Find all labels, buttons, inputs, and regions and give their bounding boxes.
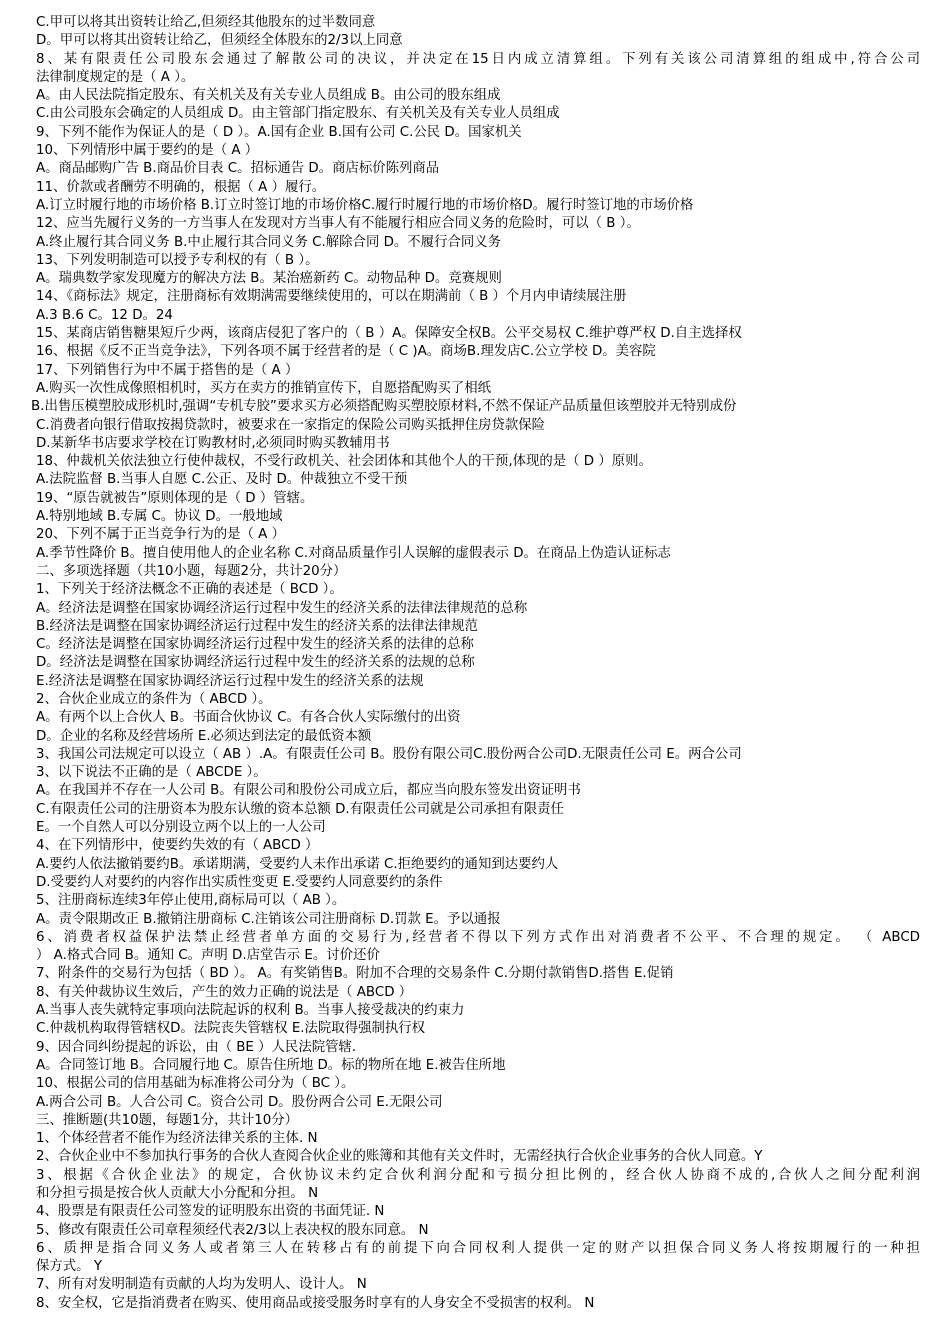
- document-page: [0, 14, 950, 1313]
- text-line: 10、下列情形中属于要约的是（ A ）: [36, 143, 259, 159]
- text-line: 7、所有对发明制造有贡献的人均为发明人、设计人。 N: [36, 1277, 367, 1293]
- text-line: A.订立时履行地的市场价格 B.订立时签订地的市场价格C.履行时履行地的市场价格D。履行时签订地的市场价格: [36, 197, 694, 213]
- text-line: A。瑞典数学家发现魔方的解决方法 B。某治癌新药 C。动物品种 D。竞赛规则: [36, 271, 502, 287]
- text-line: 8、安全权，它是指消费者在购买、使用商品或接受服务时享有的人身安全不受损害的权利。 N: [36, 1295, 595, 1311]
- text-line: C.仲裁机构取得管辖权D。法院丧失管辖权 E.法院取得强制执行权: [36, 1021, 426, 1037]
- text-line: 17、下列销售行为中不属于搭售的是（ A ）: [36, 362, 299, 378]
- text-line: A。有两个以上合伙人 B。书面合伙协议 C。有各合伙人实际缴付的出资: [36, 710, 461, 726]
- text-line: A.当事人丧失就特定事项向法院起诉的权利 B。当事人接受裁决的约束力: [36, 1003, 465, 1019]
- text-line: A.特别地域 B.专属 C。协议 D。一般地域: [36, 509, 283, 525]
- text-line: 14、《商标法》规定，注册商标有效期满需要继续使用的，可以在期满前（ B ）个月内申请续展注册: [36, 289, 627, 305]
- text-line: 10、根据公司的信用基础为标准将公司分为（ BC ）。: [36, 1076, 355, 1092]
- text-line: C.甲可以将其出资转让给乙,但须经其他股东的过半数同意: [36, 15, 376, 30]
- text-line: 3、以下说法不正确的是（ ABCDE ）。: [36, 765, 267, 781]
- text-line: A。合同签订地 B。合同履行地 C。原告住所地 D。标的物所在地 E.被告住所地: [36, 1057, 506, 1073]
- text-line: D。经济法是调整在国家协调经济运行过程中发生的经济关系的法规的总称: [36, 655, 475, 671]
- text-line: 保方式。 Y: [36, 1259, 102, 1275]
- text-line: 11、价款或者酬劳不明确的，根据（ A ）履行。: [36, 179, 326, 195]
- text-line: 8、有关仲裁协议生效后，产生的效力正确的说法是（ ABCD ）: [36, 984, 413, 1000]
- text-line: 二、多项选择题（共10小题，每题2分，共计20分）: [36, 563, 347, 579]
- text-line: D。企业的名称及经营场所 E.必须达到法定的最低资本额: [36, 728, 372, 744]
- text-line: ） A.格式合同 B。通知 C。声明 D.店堂告示 E。讨价还价: [36, 948, 380, 964]
- text-line: 15、某商店销售糖果短斤少两，该商店侵犯了客户的（ B ）A。保障安全权B。公平交易权 C.维护尊严权 D.自主选择权: [36, 326, 742, 342]
- text-line: 4、股票是有限责任公司签发的证明股东出资的书面凭证. N: [36, 1204, 385, 1220]
- text-line: A.购买一次性成像照相机时，买方在卖方的推销宣传下，自愿搭配购买了相纸: [36, 380, 492, 396]
- text-line: 7、附条件的交易行为包括（ BD ）。 A。有奖销售B。附加不合理的交易条件 C.分期付款销售D.搭售 E.促销: [36, 966, 674, 982]
- text-line: E。一个自然人可以分别设立两个以上的一人公司: [36, 820, 326, 836]
- text-line: E.经济法是调整在国家协调经济运行过程中发生的经济关系的法规: [36, 673, 424, 689]
- text-line: C.消费者向银行借取按揭贷款时，被要求在一家指定的保险公司购买抵押住房贷款保险: [36, 417, 546, 433]
- text-line: 4、在下列情形中，使要约失效的有（ ABCD ）: [36, 838, 319, 854]
- text-line: A。责令限期改正 B.撤销注册商标 C.注销该公司注册商标 D.罚款 E。予以通报: [36, 911, 501, 927]
- text-line: C。经济法是调整在国家协调经济运行过程中发生的经济关系的法律的总称: [36, 637, 474, 653]
- text-line: C.有限责任公司的注册资本为股东认缴的资本总额 D.有限责任公司就是公司承担有限责任: [36, 801, 564, 817]
- text-line: 18、仲裁机关依法独立行使仲裁权，不受行政机关、社会团体和其他个人的干预,体现的是（ D ）原则。: [36, 454, 652, 470]
- text-line: A。由人民法院指定股东、有关机关及有关专业人员组成 B。由公司的股东组成: [36, 88, 501, 104]
- text-line: A。在我国并不存在一人公司 B。有限公司和股份公司成立后，都应当向股东签发出资证明书: [36, 783, 581, 799]
- text-line: 12、应当先履行义务的一方当事人在发现对方当事人有不能履行相应合同义务的危险时，可以（ B ）。: [36, 216, 640, 232]
- text-line: A.法院监督 B.当事人自愿 C.公正、及时 D。仲裁独立不受干预: [36, 472, 408, 488]
- text-line: 2、合伙企业中不参加执行事务的合伙人查阅合伙企业的账簿和其他有关文件时，无需经执行合伙企业事务的合伙人同意。Y: [36, 1149, 763, 1165]
- text-line: 三、推断题(共10题，每题1分，共计10分）: [36, 1112, 299, 1128]
- text-line: A。商品邮购广告 B.商品价目表 C。招标通告 D。商店标价陈列商品: [36, 161, 440, 177]
- text-line: 1、下列关于经济法概念不正确的表述是（ BCD ）。: [36, 582, 343, 598]
- text-line: A.终止履行其合同义务 B.中止履行其合同义务 C.解除合同 D。不履行合同义务: [36, 234, 502, 250]
- text-line: C.由公司股东会确定的人员组成 D。由主管部门指定股东、有关机关及有关专业人员组成: [36, 106, 560, 122]
- text-line: 法律制度规定的是（ A ）。: [36, 69, 195, 85]
- text-line: D.受要约人对要约的内容作出实质性变更 E.受要约人同意要约的条件: [36, 874, 443, 890]
- text-line: A.要约人依法撤销要约B。承诺期满，受要约人未作出承诺 C.拒绝要约的通知到达要约人: [36, 856, 559, 872]
- text-line: 和分担亏损是按合伙人贡献大小分配和分担。 N: [36, 1186, 319, 1201]
- text-line: D.某新华书店要求学校在订购教材时,必须同时购买教辅用书: [36, 435, 390, 451]
- text-line: 16、根据《反不正当竞争法》，下列各项不属于经营者的是（ C )A。商场B.理发店C.公立学校 D。美容院: [36, 344, 656, 360]
- text-line: 9、下列不能作为保证人的是（ D ）。A.国有企业 B.国有公司 C.公民 D。国家机关: [36, 124, 522, 140]
- text-line: B.出售压模塑胶成形机时,强调“专机专胶”要求买方必须搭配购买塑胶原材料,不然不保证产品质量但该塑胶并无特别成份: [31, 399, 737, 415]
- text-line: 2、合伙企业成立的条件为（ ABCD ）。: [36, 691, 272, 707]
- text-line: 6、质押是指合同义务人或者第三人在转移占有的前提下向合同权利人提供一定的财产以担保合同义务人将按期履行的一种担: [36, 1240, 920, 1256]
- text-line: A.3 B.6 C。12 D。24: [36, 307, 173, 323]
- text-line: 9、因合同纠纷提起的诉讼，由（ BE ）人民法院管辖.: [36, 1039, 357, 1055]
- text-line: 13、下列发明制造可以授予专利权的有（ B ）。: [36, 252, 319, 268]
- text-line: A。经济法是调整在国家协调经济运行过程中发生的经济关系的法律法律规范的总称: [36, 600, 528, 616]
- text-line: 6、消费者权益保护法禁止经营者单方面的交易行为,经营者不得以下列方式作出对消费者不公平、不合理的规定。 （ ABCD: [36, 929, 920, 945]
- text-line: 5、注册商标连续3年停止使用,商标局可以（ AB ）。: [36, 893, 346, 909]
- text-line: 8、某有限责任公司股东会通过了解散公司的决议，并决定在15日内成立清算组。下列有关该公司清算组的组成中,符合公司: [36, 51, 920, 67]
- text-line: 3、根据《合伙企业法》的规定，合伙协议未约定合伙利润分配和亏损分担比例的，经合伙人协商不成的,合伙人之间分配利润: [36, 1167, 920, 1183]
- text-line: 5、修改有限责任公司章程须经代表2/3以上表决权的股东同意。 N: [36, 1222, 429, 1238]
- text-line: 1、个体经营者不能作为经济法律关系的主体. N: [36, 1131, 318, 1147]
- text-line: 3、我国公司法规定可以设立（ AB ）.A。有限责任公司 B。股份有限公司C.股份两合公司D.无限责任公司 E。两合公司: [36, 746, 742, 762]
- text-line: 19、“原告就被告”原则体现的是（ D ）管辖。: [36, 490, 314, 506]
- text-line: 20、下列不属于正当竞争行为的是（ A ）: [36, 527, 285, 543]
- text-line: A.季节性降价 B。擅自使用他人的企业名称 C.对商品质量作引人误解的虚假表示 D。在商品上伪造认证标志: [36, 545, 671, 561]
- text-line: D。甲可以将其出资转让给乙，但须经全体股东的2/3以上同意: [36, 33, 403, 49]
- text-line: B.经济法是调整在国家协调经济运行过程中发生的经济关系的法律法律规范: [36, 618, 478, 634]
- text-line: A.两合公司 B。人合公司 C。资合公司 D。股份两合公司 E.无限公司: [36, 1094, 443, 1110]
